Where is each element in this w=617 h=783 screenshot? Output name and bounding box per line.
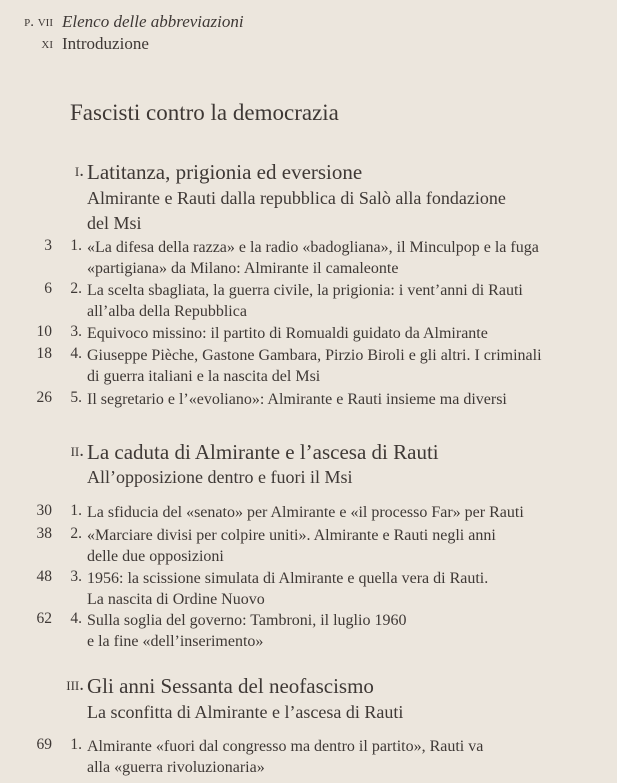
section-title: [87, 389, 597, 410]
section-title: [87, 502, 597, 523]
page-number: 48: [36, 568, 52, 585]
page-number: 18: [36, 345, 52, 362]
section-line: La scelta sbagliata, la guerra civile, la prigionia: i vent’anni di Rauti: [87, 282, 523, 299]
page-number: 62: [36, 610, 52, 627]
section-number: 3.: [70, 323, 82, 340]
section-title: [87, 345, 597, 387]
page-number: p. vii: [24, 14, 53, 30]
chapter-number: ii.: [70, 440, 84, 461]
page-number: 10: [36, 323, 52, 340]
page-number: 3: [44, 237, 52, 254]
section-number: 1.: [70, 502, 82, 519]
section-line: alla «guerra rivoluzionaria»: [87, 759, 265, 776]
section-line: «La difesa della razza» e la radio «badogliana», il Minculpop e la fuga: [87, 239, 539, 256]
section-line: di guerra italiani e la nascita del Msi: [87, 368, 321, 385]
section-number: 2.: [70, 280, 82, 297]
section-line: Equivoco missino: il partito di Romualdi guidato da Almirante: [87, 325, 488, 342]
section-line: Sulla soglia del governo: Tambroni, il luglio 1960: [87, 612, 407, 629]
page-number: 38: [36, 525, 52, 542]
section-line: «partigiana» da Milano: Almirante il camaleonte: [87, 260, 399, 277]
section-number: 4.: [70, 345, 82, 362]
page-number: 26: [36, 389, 52, 406]
section-title: [87, 736, 597, 778]
section-line: Il segretario e l’«evoliano»: Almirante e Rauti insieme ma diversi: [87, 391, 507, 408]
section-number: 2.: [70, 525, 82, 542]
section-number: 4.: [70, 610, 82, 627]
section-title: [87, 237, 597, 279]
section-line: «Marciare divisi per colpire uniti». Almirante e Rauti negli anni: [87, 527, 496, 544]
section-line: 1956: la scissione simulata di Almirante e quella vera di Rauti.: [87, 570, 489, 587]
section-line: all’alba della Repubblica: [87, 303, 247, 320]
entry-title: Elenco delle abbreviazioni: [62, 12, 244, 31]
section-line: e la fine «dell’inserimento»: [87, 633, 264, 650]
chapter-title: La caduta di Almirante e l’ascesa di Rauti: [87, 440, 439, 464]
section-number: 5.: [70, 389, 82, 406]
section-title: [87, 280, 597, 322]
chapter-title: Gli anni Sessanta del neofascismo: [87, 674, 374, 698]
section-number: 1.: [70, 237, 82, 254]
section-title: [87, 610, 597, 652]
part-title: Fascisti contro la democrazia: [70, 100, 339, 125]
section-line: La nascita di Ordine Nuovo: [87, 591, 265, 608]
page-number: 6: [44, 280, 52, 297]
chapter-title: Latitanza, prigionia ed eversione: [87, 160, 363, 184]
chapter-number: i.: [74, 160, 84, 181]
section-line: La sfiducia del «senato» per Almirante e «il processo Far» per Rauti: [87, 504, 524, 521]
page-number: 69: [36, 736, 52, 753]
section-title: [87, 525, 597, 567]
section-number: 3.: [70, 568, 82, 585]
page-number: xi: [41, 36, 53, 52]
section-title: [87, 568, 597, 610]
page-number: 30: [36, 502, 52, 519]
subtitle-line: Almirante e Rauti dalla repubblica di Salò alla fondazione: [87, 188, 506, 208]
entry-title: Introduzione: [62, 34, 149, 53]
section-line: delle due opposizioni: [87, 548, 224, 565]
subtitle-line: del Msi: [87, 213, 142, 233]
section-line: Giuseppe Pièche, Gastone Gambara, Pirzio Biroli e gli altri. I criminali: [87, 347, 542, 364]
subtitle-line: All’opposizione dentro e fuori il Msi: [87, 467, 353, 487]
section-title: [87, 323, 597, 344]
section-line: Almirante «fuori dal congresso ma dentro il partito», Rauti va: [87, 738, 484, 755]
chapter-number: iii.: [66, 674, 84, 695]
subtitle-line: La sconfitta di Almirante e l’ascesa di Rauti: [87, 702, 404, 722]
section-number: 1.: [70, 736, 82, 753]
